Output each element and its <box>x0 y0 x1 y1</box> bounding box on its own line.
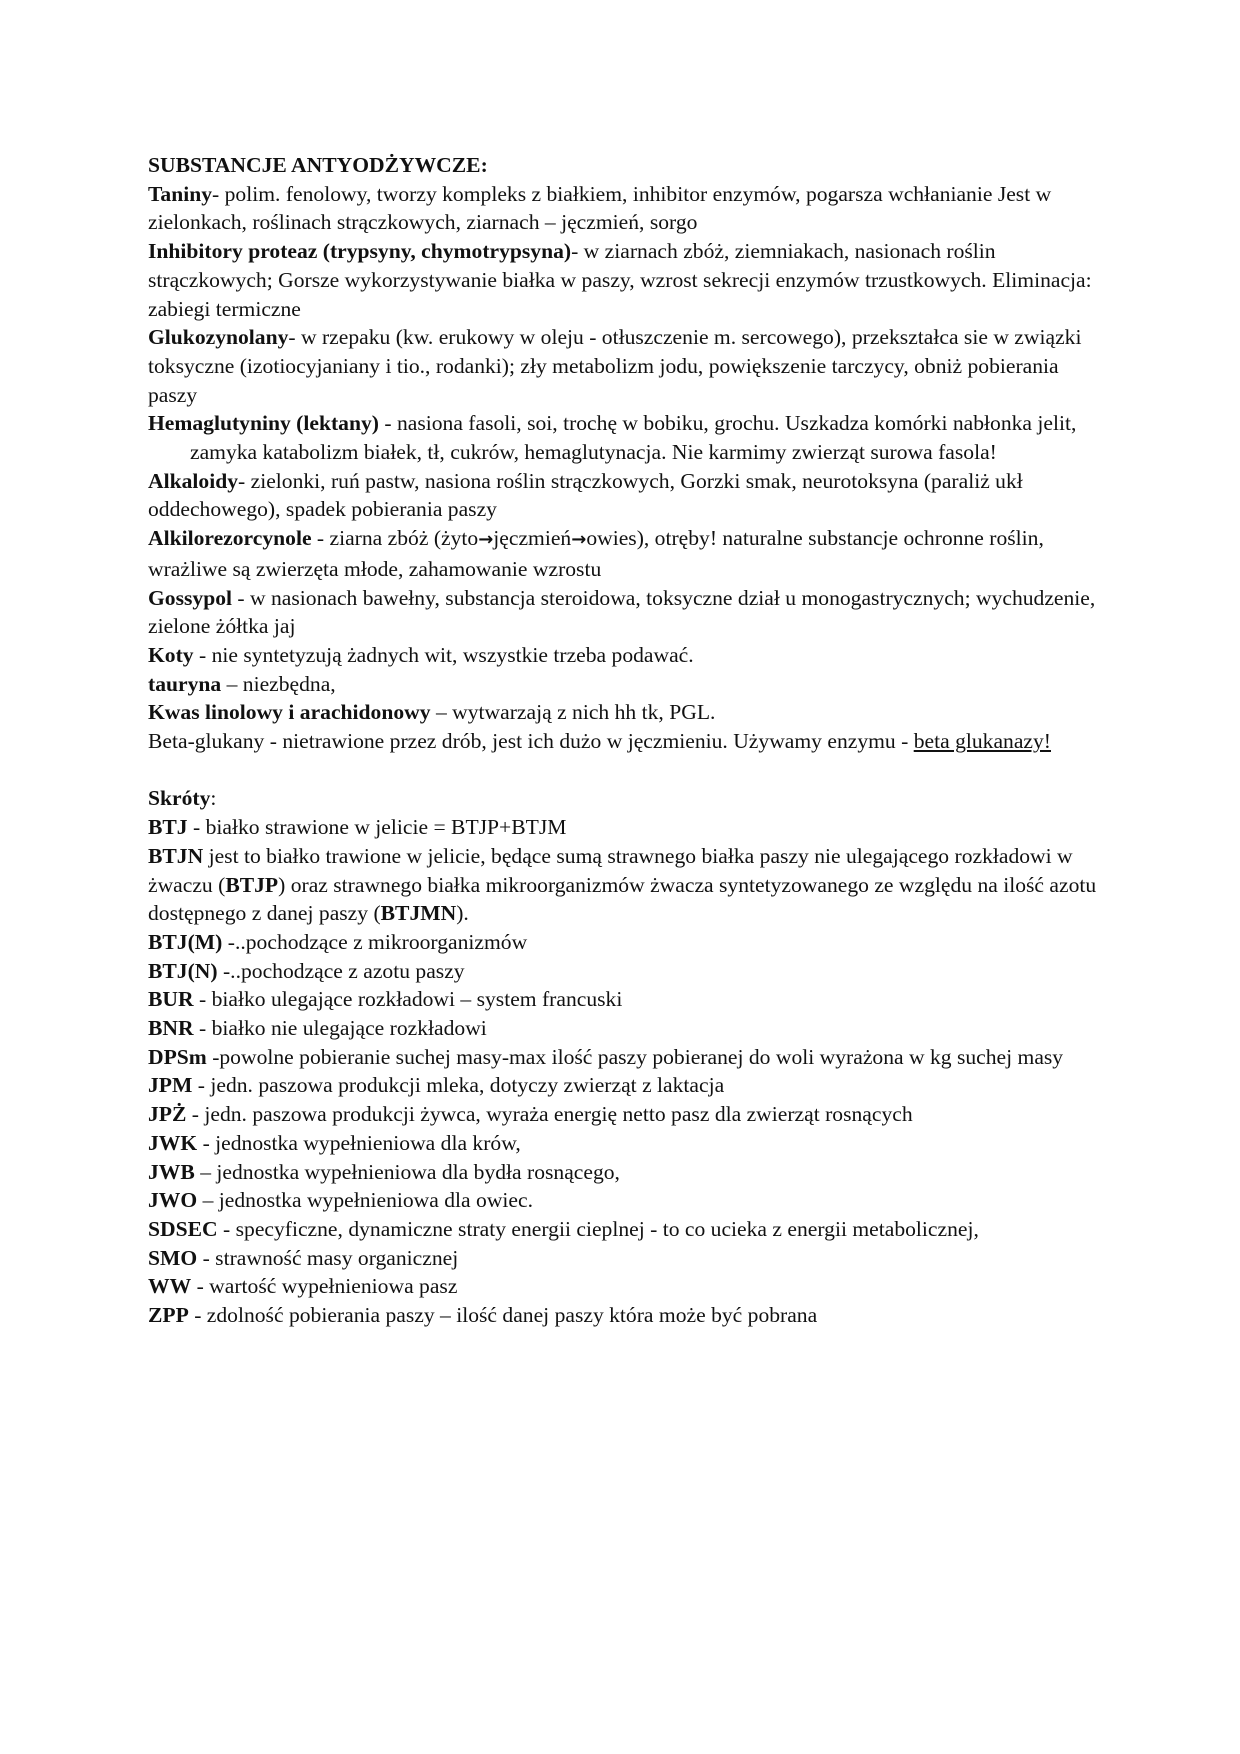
abbr-jpm <box>148 1071 1098 1100</box>
substance-alkaloidy <box>148 467 1098 524</box>
term: Alkaloidy <box>148 468 239 493</box>
definition-part: ). <box>456 901 469 926</box>
abbr-ww <box>148 1272 1098 1301</box>
substance-tauryna <box>148 670 1098 699</box>
abbr-jwo <box>148 1186 1098 1215</box>
definition: - specyficzne, dynamiczne straty energii cieplnej - to co ucieka z energii metabolicznej, <box>217 1217 979 1241</box>
term: JPM <box>148 1073 193 1098</box>
definition-part: owies), otręby! naturalne substancje ochronne roślin, wrażliwe są zwierzęta młode, zahamowanie wzrostu <box>148 526 1044 581</box>
beta-text: Beta-glukany - nietrawione przez drób, jest ich dużo w jęczmieniu. Używamy enzymu - <box>148 729 914 754</box>
definition: -..pochodzące z mikroorganizmów <box>222 929 528 954</box>
substance-hemaglutyniny <box>148 409 1098 466</box>
term: SDSEC <box>148 1217 218 1241</box>
definition: - w nasionach bawełny, substancja steroidowa, toksyczne dział u monogastrycznych; wychudzenie, zielone żółtka jaj <box>148 585 1096 639</box>
abbr-btj <box>148 813 1098 842</box>
abbr-smo <box>148 1244 1098 1273</box>
document-body <box>148 151 1098 1330</box>
substance-taniny <box>148 180 1098 237</box>
substance-inhibitory-proteaz <box>148 237 1098 323</box>
definition: – wytwarzają z nich hh tk, PGL. <box>430 700 716 725</box>
beta-glukany-paragraph <box>148 727 1098 756</box>
term-inline: BTJP <box>225 872 279 897</box>
term: BTJN <box>148 843 204 868</box>
arrow-right-icon: → <box>478 529 494 551</box>
definition: – jednostka wypełnieniowa dla owiec. <box>197 1188 533 1213</box>
abbr-dpsm <box>148 1043 1098 1072</box>
definition: - w rzepaku (kw. erukowy w oleju - otłuszczenie m. sercowego), przekształca sie w związki toksyczne (izotiocyjaniany i tio., rodanki); zły metabolizm jodu, powiększenie tarczycy, obniż pobierania paszy <box>148 325 1082 407</box>
term: Gossypol <box>148 585 233 610</box>
definition: – niezbędna, <box>221 671 336 696</box>
definition-part: jęczmień <box>493 526 572 551</box>
substance-alkilorezorcynole <box>148 524 1098 583</box>
abbr-btj-n <box>148 957 1098 986</box>
substance-glukozynolany <box>148 323 1098 409</box>
document-title: SUBSTANCJE ANTYODŻYWCZE: <box>148 153 488 177</box>
term: BTJ(N) <box>148 958 218 983</box>
abbr-sdsec <box>148 1215 1098 1244</box>
substance-gossypol <box>148 584 1098 641</box>
term: Hemaglutyniny (lektany) <box>148 411 379 436</box>
definition-part: ) oraz strawnego białka mikroorganizmów żwacza syntetyzowanego ze względu na ilość azotu dostępnego z danej paszy ( <box>148 872 1097 926</box>
definition: - jedn. paszowa produkcji żywca, wyraża energię netto pasz dla zwierząt rosnących <box>186 1102 913 1127</box>
definition-part: - ziarna zbóż (żyto <box>311 526 479 551</box>
definition: - wartość wypełnieniowa pasz <box>191 1274 458 1299</box>
term: DPSm <box>148 1044 207 1069</box>
definition: - zielonki, ruń pastw, nasiona roślin strączkowych, Gorzki smak, neurotoksyna (paraliż ukł oddechowego), spadek pobierania paszy <box>148 468 1023 522</box>
term: WW <box>148 1274 192 1299</box>
term: Inhibitory proteaz (trypsyny, chymotrypsyna) <box>148 239 572 264</box>
blank-line <box>148 756 1098 785</box>
definition: - strawność masy organicznej <box>197 1245 459 1270</box>
abbr-btj-m <box>148 928 1098 957</box>
abbr-jpz <box>148 1100 1098 1129</box>
abbr-btjn <box>148 842 1098 928</box>
term: JWK <box>148 1130 198 1155</box>
definition: - białko nie ulegające rozkładowi <box>193 1016 487 1041</box>
term-inline: BTJMN <box>380 901 457 926</box>
term: ZPP <box>148 1303 189 1328</box>
term: BNR <box>148 1016 194 1041</box>
term: JPŻ <box>148 1102 187 1127</box>
abbr-zpp <box>148 1301 1098 1330</box>
substance-kwas-linolowy <box>148 698 1098 727</box>
term: BUR <box>148 987 194 1012</box>
term: BTJ(M) <box>148 929 223 954</box>
definition: - nie syntetyzują żadnych wit, wszystkie trzeba podawać. <box>193 642 694 667</box>
definition: - jednostka wypełnieniowa dla krów, <box>197 1130 521 1155</box>
beta-glukanazy-underlined: beta glukanazy! <box>913 729 1051 754</box>
term: Koty <box>148 642 194 667</box>
substance-koty <box>148 641 1098 670</box>
term: tauryna <box>148 671 222 696</box>
definition: -powolne pobieranie suchej masy-max ilość paszy pobieranej do woli wyrażona w kg suchej masy <box>206 1044 1064 1069</box>
abbr-bnr <box>148 1014 1098 1043</box>
definition: – jednostka wypełnieniowa dla bydła rosnącego, <box>194 1159 620 1184</box>
abbr-bur <box>148 985 1098 1014</box>
definition: - jedn. paszowa produkcji mleka, dotyczy zwierząt z laktacja <box>192 1073 725 1098</box>
heading-term: Skróty <box>148 786 211 811</box>
arrow-right-icon: → <box>571 529 587 551</box>
definition: - białko strawione w jelicie = BTJP+BTJM <box>187 815 567 840</box>
definition: - białko ulegające rozkładowi – system francuski <box>193 987 623 1012</box>
term: SMO <box>148 1245 198 1270</box>
term: Alkilorezorcynole <box>148 526 312 551</box>
definition: -..pochodzące z azotu paszy <box>217 958 465 983</box>
abbr-jwk <box>148 1129 1098 1158</box>
abbreviations-heading <box>148 784 1098 813</box>
abbr-jwb <box>148 1158 1098 1187</box>
definition: - polim. fenolowy, tworzy kompleks z białkiem, inhibitor enzymów, pogarsza wchłanianie Jest w zielonkach, roślinach strączkowych, ziarnach – jęczmień, sorgo <box>148 181 1052 235</box>
definition: - nasiona fasoli, soi, trochę w bobiku, grochu. Uszkadza komórki nabłonka jelit, zamyka katabolizm białek, tł, cukrów, hemaglutynacja. Nie karmimy zwierząt surowa fasola! <box>190 411 1077 465</box>
term: JWB <box>148 1159 195 1184</box>
term: Kwas linolowy i arachidonowy <box>148 700 431 725</box>
term: BTJ <box>148 815 188 840</box>
definition-part: jest to białko trawione w jelicie, będące sumą strawnego białka paszy nie ulegającego rozkładowi w żwaczu ( <box>148 843 1073 897</box>
term: JWO <box>148 1188 198 1213</box>
heading-colon: : <box>210 786 217 811</box>
term: Taniny <box>148 181 213 206</box>
definition: - w ziarnach zbóż, ziemniakach, nasionach roślin strączkowych; Gorsze wykorzystywanie białka w paszy, wzrost sekrecji enzymów trzustkowych. Eliminacja: zabiegi termiczne <box>148 239 1092 321</box>
term: Glukozynolany <box>148 325 289 350</box>
definition: - zdolność pobierania paszy – ilość danej paszy która może być pobrana <box>188 1303 818 1328</box>
